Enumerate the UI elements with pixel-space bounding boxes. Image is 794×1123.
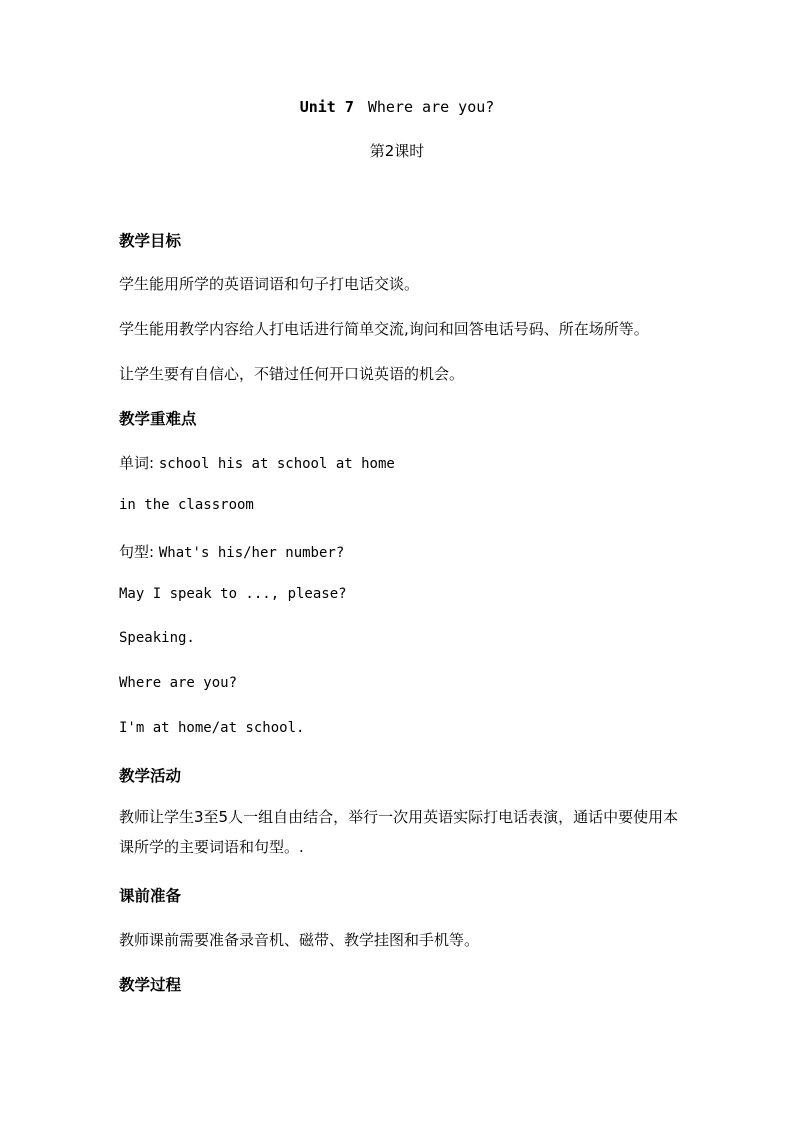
heading-keypoints: 教学重难点: [119, 410, 197, 428]
sentence-5: I'm at home/at school.: [119, 720, 305, 736]
preparation-text: 教师课前需要准备录音机、磁带、教学挂图和手机等。: [119, 931, 480, 949]
heading-process: 教学过程: [119, 976, 182, 994]
heading-preparation: 课前准备: [119, 887, 182, 905]
sentence-4: Where are you?: [119, 675, 238, 691]
words-line-1: [119, 452, 395, 473]
heading-activities: 教学活动: [119, 767, 182, 785]
title-text: Where are you?: [367, 98, 495, 116]
page-subtitle: 第2课时: [369, 142, 425, 160]
words-text: school his at school at home: [158, 456, 395, 472]
sentences-label: 句型:: [119, 543, 155, 561]
sentence-2: May I speak to ..., please?: [119, 586, 347, 602]
sentence-line-1: [119, 541, 344, 562]
sentence-1: What's his/her number?: [158, 545, 345, 561]
heading-objectives: 教学目标: [119, 232, 182, 250]
words-line-2: in the classroom: [119, 497, 254, 513]
objective-1: 学生能用所学的英语词语和句子打电话交谈。: [119, 275, 420, 293]
objective-2: 学生能用教学内容给人打电话进行简单交流,询问和回答电话号码、所在场所等。: [119, 320, 649, 338]
objective-3: 让学生要有自信心，不错过任何开口说英语的机会。: [119, 365, 465, 383]
page-title: [0, 98, 794, 116]
activities-paragraph: 教师让学生3至5人一组自由结合，举行一次用英语实际打电话表演，通话中要使用本课所学的主要词语和句型。.: [119, 808, 679, 856]
title-unit: Unit 7: [299, 98, 354, 116]
words-label: 单词:: [119, 454, 155, 472]
sentence-3: Speaking.: [119, 630, 195, 646]
